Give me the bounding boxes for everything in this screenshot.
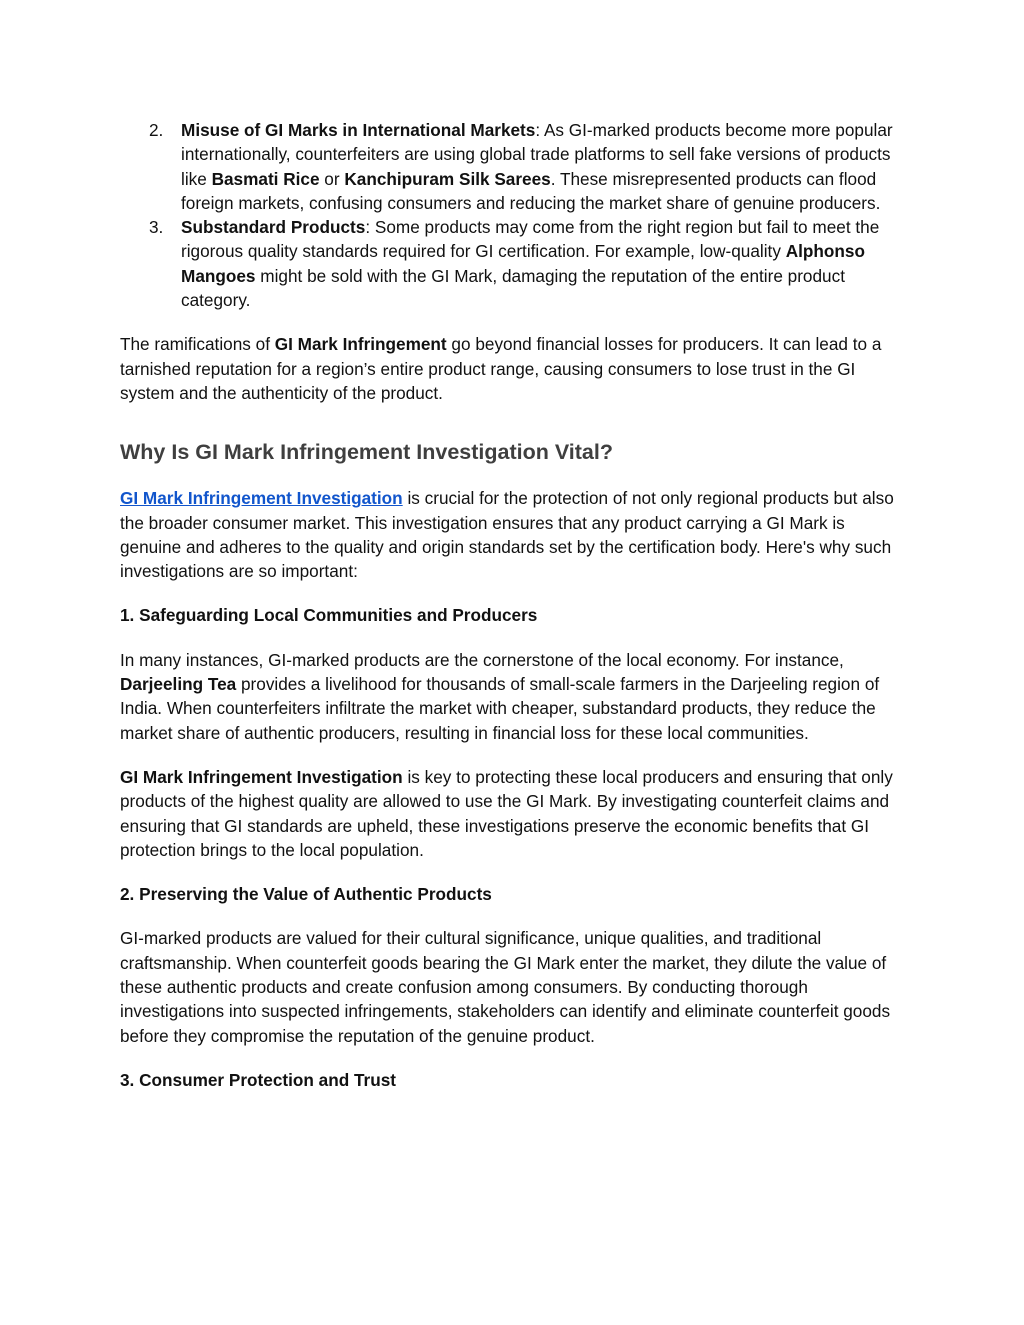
section2-paragraph-1: GI-marked products are valued for their cultural significance, unique qualities, and traditional craftsmanship. When counterfeit goods bearing the GI Mark enter the market, they dilute the value of these authentic products and create confusion among consumers. By conducting thorough investigations into suspected infringements, stakeholders can identify and eliminate counterfeit goods before they compromise the reputation of the genuine product. xyxy=(120,928,891,1046)
list-item-text: or xyxy=(319,168,345,189)
numbered-list xyxy=(120,118,910,312)
list-number: 3. xyxy=(149,217,164,238)
subsection-heading-3: 3. Consumer Protection and Trust xyxy=(120,1069,396,1090)
section-heading: Why Is GI Mark Infringement Investigation Vital? xyxy=(120,440,613,465)
paragraph-text: go beyond financial losses for producers. It can lead to a tarnished reputation for a region’s entire product range, causing consumers to lose trust in the GI system and the authenticity of the product. xyxy=(120,334,882,403)
list-item-title: Misuse of GI Marks in International Markets xyxy=(181,120,536,140)
section1-paragraph-2 xyxy=(120,765,910,862)
section1-paragraph-1 xyxy=(120,648,910,745)
bold-term: Kanchipuram Silk Sarees xyxy=(344,168,551,189)
list-item-text: might be sold with the GI Mark, damaging the reputation of the entire product category. xyxy=(181,265,845,311)
ramifications-paragraph xyxy=(120,332,910,405)
list-item-text: : Some products may come from the right region but fail to meet the rigorous quality standards required for GI certification. For example, low-quality xyxy=(181,217,880,262)
list-item-title: Substandard Products xyxy=(181,217,366,238)
subsection-heading-1: 1. Safeguarding Local Communities and Producers xyxy=(120,605,538,626)
subsection-heading-2: 2. Preserving the Value of Authentic Products xyxy=(120,884,492,905)
paragraph-text: is crucial for the protection of not only regional products but also the broader consumer market. This investigation ensures that any product carrying a GI Mark is genuine and adheres to the quality and origin standards set by the certification body. Here's why such investigations are so important: xyxy=(120,488,894,582)
list-number: 2. xyxy=(149,120,164,140)
bold-term: GI Mark Infringement xyxy=(274,334,447,355)
investigation-link[interactable]: GI Mark Infringement Investigation xyxy=(120,488,403,509)
paragraph-text: In many instances, GI-marked products are the cornerstone of the local economy. For instance, xyxy=(120,649,844,670)
bold-term: GI Mark Infringement Investigation xyxy=(120,766,403,787)
bold-term: Darjeeling Tea xyxy=(120,674,237,695)
list-item xyxy=(120,215,910,312)
paragraph-text: The ramifications of xyxy=(120,334,275,355)
list-item-text: . These misrepresented products can flood foreign markets, confusing consumers and reducing the market share of genuine producers. xyxy=(181,168,881,213)
document-page xyxy=(120,118,910,1092)
list-item-text: : As GI-marked products become more popular internationally, counterfeiters are using global trade platforms to sell fake versions of products like xyxy=(181,120,893,189)
bold-term: Basmati Rice xyxy=(211,168,320,189)
paragraph-text: provides a livelihood for thousands of small-scale farmers in the Darjeeling region of India. When counterfeiters infiltrate the market with cheaper, substandard products, they reduce the market share of authentic producers, resulting in financial loss for these local communities. xyxy=(120,674,880,743)
bold-term: Alphonso Mangoes xyxy=(181,241,865,286)
intro-paragraph xyxy=(120,486,910,583)
paragraph-text: is key to protecting these local producers and ensuring that only products of the highest quality are allowed to use the GI Mark. By investigating counterfeit claims and ensuring that GI standards are upheld, these investigations preserve the economic benefits that GI protection brings to the local population. xyxy=(120,766,893,860)
list-item xyxy=(120,118,910,215)
